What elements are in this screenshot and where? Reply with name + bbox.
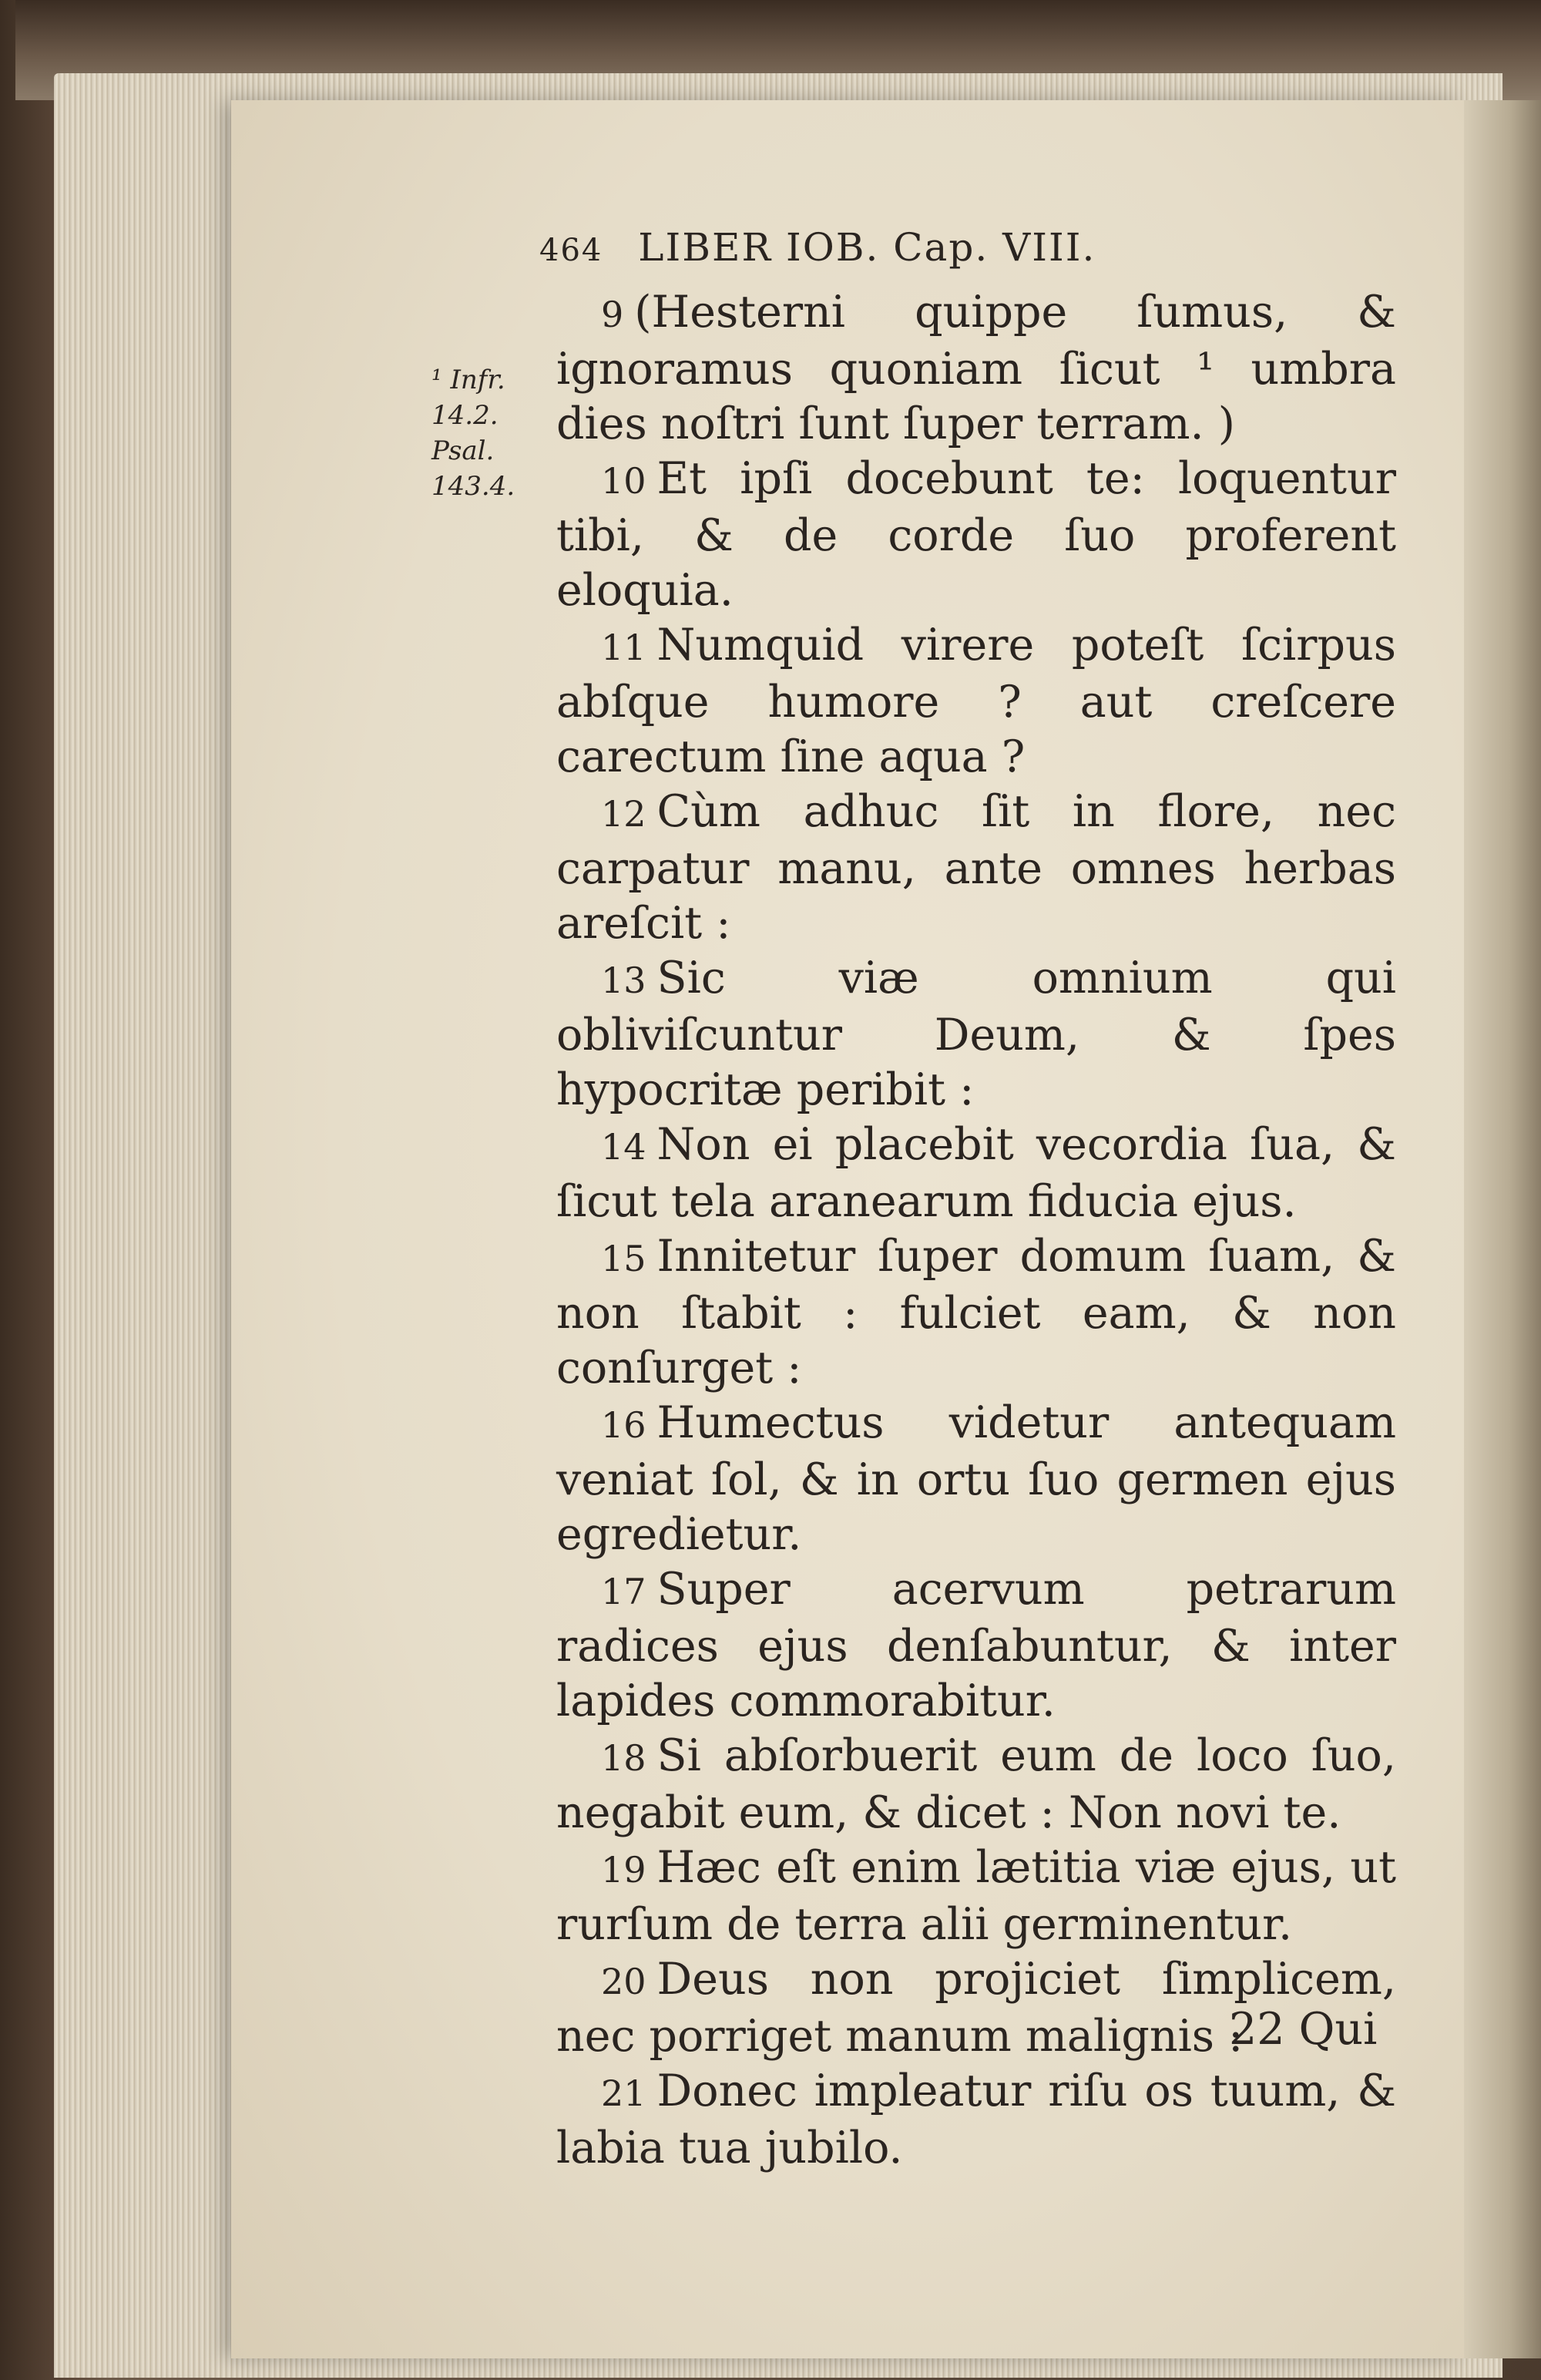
verse-text: (Hesterni quippe ſumus, & ignoramus quoniam ſicut ¹ umbra dies noſtri ſunt ſuper terram. ) xyxy=(556,287,1396,449)
verse xyxy=(556,1118,1396,1229)
page-number: 464 xyxy=(539,233,603,268)
catchword: 22 Qui xyxy=(1229,2004,1378,2055)
verse xyxy=(556,1562,1396,1729)
verse-number: 11 xyxy=(601,627,646,668)
verse-text: Innitetur ſuper domum ſuam, & non ſtabit : fulciet eam, & non conſurget : xyxy=(556,1231,1396,1393)
marginal-reference xyxy=(431,362,547,504)
verse-text: Sic viæ omnium qui obliviſcuntur Deum, & ſpes hypocritæ peribit : xyxy=(556,953,1396,1115)
verse xyxy=(556,285,1396,452)
verse-text: Hæc eſt enim lætitia viæ ejus, ut rurſum de terra alii germinentur. xyxy=(556,1842,1396,1950)
verse xyxy=(556,452,1396,618)
verse-number: 10 xyxy=(601,460,646,502)
verse-text: Donec impleatur riſu os tuum, & labia tua jubilo. xyxy=(556,2066,1396,2173)
verse-text: Et ipſi docebunt te: loquentur tibi, & de corde ſuo proferent eloquia. xyxy=(556,453,1396,616)
sidenote-line: Psal. xyxy=(431,435,495,466)
verse xyxy=(556,2064,1396,2176)
verse-text: Cùm adhuc ſit in flore, nec carpatur manu, ante omnes herbas areſcit : xyxy=(556,786,1396,949)
verse-number: 16 xyxy=(601,1404,646,1446)
verse-number: 21 xyxy=(601,2072,646,2114)
verse-number: 14 xyxy=(601,1126,646,1168)
verse-text: Non ei placebit vecordia ſua, & ſicut tela aranearum fiducia ejus. xyxy=(556,1119,1396,1227)
verse xyxy=(556,1396,1396,1562)
verse xyxy=(556,785,1396,951)
verse-text: Humectus videtur antequam veniat ſol, & in ortu ſuo germen ejus egredietur. xyxy=(556,1397,1396,1560)
verse xyxy=(556,1840,1396,1952)
facing-page-edge xyxy=(1464,100,1541,2358)
sidenote-line: ¹ Infr. xyxy=(431,365,505,395)
verse xyxy=(556,1729,1396,1840)
verse-text: Numquid virere poteſt ſcirpus abſque humore ? aut creſcere carectum ſine aqua ? xyxy=(556,620,1396,782)
verse xyxy=(556,1229,1396,1396)
verse-text: Deus non projiciet ſimplicem, nec porriget manum malignis : xyxy=(556,1954,1396,2062)
running-title: LIBER IOB. Cap. VIII. xyxy=(638,225,1096,270)
verse-text: Super acervum petrarum radices ejus denſabuntur, & inter lapides commorabitur. xyxy=(556,1564,1396,1726)
verse xyxy=(556,951,1396,1118)
verse-number: 18 xyxy=(601,1737,646,1779)
sidenote-line: 14.2. xyxy=(431,400,499,431)
verse-number: 9 xyxy=(601,294,624,335)
verse-number: 20 xyxy=(601,1961,646,2002)
running-header xyxy=(539,225,1425,279)
verse-number: 17 xyxy=(601,1571,646,1612)
verse-text-block xyxy=(556,285,1396,2176)
verse-text: Si abſorbuerit eum de loco ſuo, negabit eum, & dicet : Non novi te. xyxy=(556,1730,1396,1838)
sidenote-line: 143.4. xyxy=(431,471,515,502)
verse-number: 13 xyxy=(601,960,646,1001)
verse-number: 12 xyxy=(601,793,646,835)
verse xyxy=(556,618,1396,785)
verse-number: 19 xyxy=(601,1849,646,1891)
verse-number: 15 xyxy=(601,1238,646,1279)
